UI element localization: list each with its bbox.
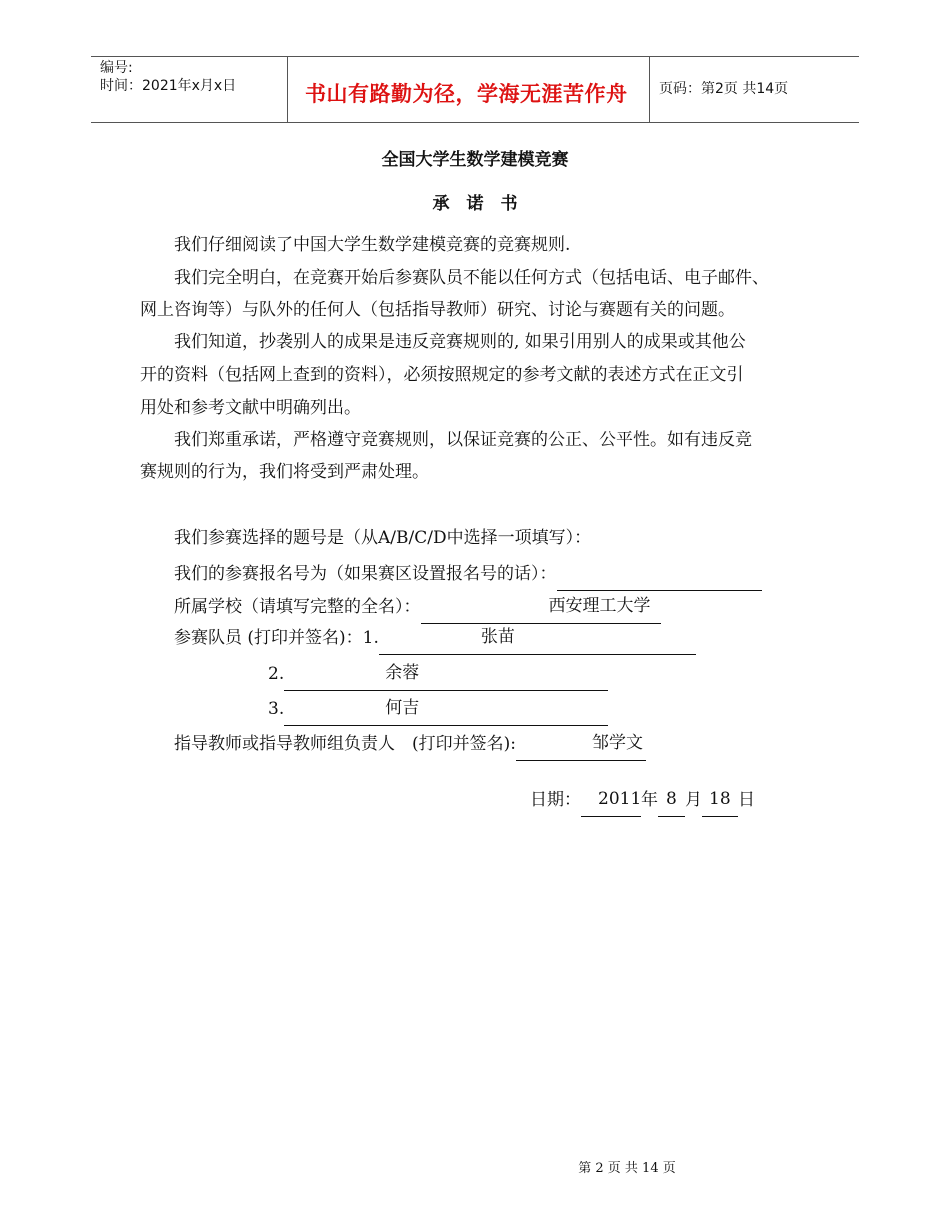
date-year-field[interactable] [581,789,642,817]
header-top-rule [91,56,859,57]
member3-row [268,693,608,726]
school-field[interactable] [421,596,661,624]
date-year: 2011 [598,789,642,809]
paragraph-line: 我们仔细阅读了中国大学生数学建模竞赛的竞赛规则. [174,235,571,255]
member2-number: 2. [268,664,285,684]
paragraph-line: 赛规则的行为，我们将受到严肃处理。 [140,462,429,482]
date-month: 8 [666,789,677,809]
page-footer: 第 2 页 共 14 页 [578,1161,676,1176]
school-value: 西安理工大学 [548,596,651,616]
paragraph-line: 开的资料（包括网上查到的资料），必须按照规定的参考文献的表述方式在正文引 [140,365,744,385]
member1-name: 张苗 [480,627,515,647]
member3-field[interactable] [284,698,608,726]
document-title: 全国大学生数学建模竞赛 [381,150,569,170]
date-day-field[interactable] [702,789,738,817]
date-year-unit: 年 [641,790,658,810]
member2-field[interactable] [284,663,608,691]
member1-number: 1. [362,628,379,648]
advisor-label: 指导教师或指导教师组负责人 (打印并签名): [174,734,516,754]
paragraph-line: 我们完全明白，在竞赛开始后参赛队员不能以任何方式（包括电话、电子邮件、 [174,268,769,288]
paragraph-line: 我们知道，抄袭别人的成果是违反竞赛规则的, 如果引用别人的成果或其他公 [174,332,746,352]
date-month-unit: 月 [685,790,702,810]
header-motto: 书山有路勤为径，学海无涯苦作舟 [305,82,628,106]
document-subtitle: 承 诺 书 [432,194,518,214]
registration-field[interactable] [557,568,762,591]
paragraph-line: 我们郑重承诺，严格遵守竞赛规则，以保证竞赛的公正、公平性。如有违反竞 [174,430,752,450]
date-day-unit: 日 [738,790,755,810]
member1-row [174,622,696,655]
member2-row [268,658,608,691]
advisor-row [174,728,646,761]
school-row [174,591,661,624]
header-divider-left [287,56,288,122]
advisor-field[interactable] [516,733,646,761]
registration-label: 我们的参赛报名号为（如果赛区设置报名号的话）： [174,564,557,584]
time-label: 时间：2021年x月x日 [100,78,237,94]
member3-number: 3. [268,699,285,719]
header-bottom-rule [91,122,859,123]
header-divider-right [649,56,650,122]
registration-row [174,558,762,591]
member1-field[interactable] [379,627,696,655]
date-label: 日期： [530,790,581,810]
date-day: 18 [709,789,731,809]
date-month-field[interactable] [658,789,685,817]
members-label: 参赛队员 (打印并签名)： [174,628,363,648]
problem-label: 我们参赛选择的题号是（从A/B/C/D中选择一项填写）： [174,528,592,548]
member2-name: 余蓉 [385,663,420,683]
date-row [530,784,755,817]
school-label: 所属学校（请填写完整的全名）： [174,597,421,617]
paragraph-line: 网上咨询等）与队外的任何人（包括指导教师）研究、讨论与赛题有关的问题。 [140,300,735,320]
number-label: 编号: [100,60,133,76]
header-page-info: 页码：第2页 共14页 [659,81,789,97]
member3-name: 何吉 [385,698,420,718]
advisor-name: 邹学文 [592,733,643,753]
paragraph-line: 用处和参考文献中明确列出。 [140,398,361,418]
